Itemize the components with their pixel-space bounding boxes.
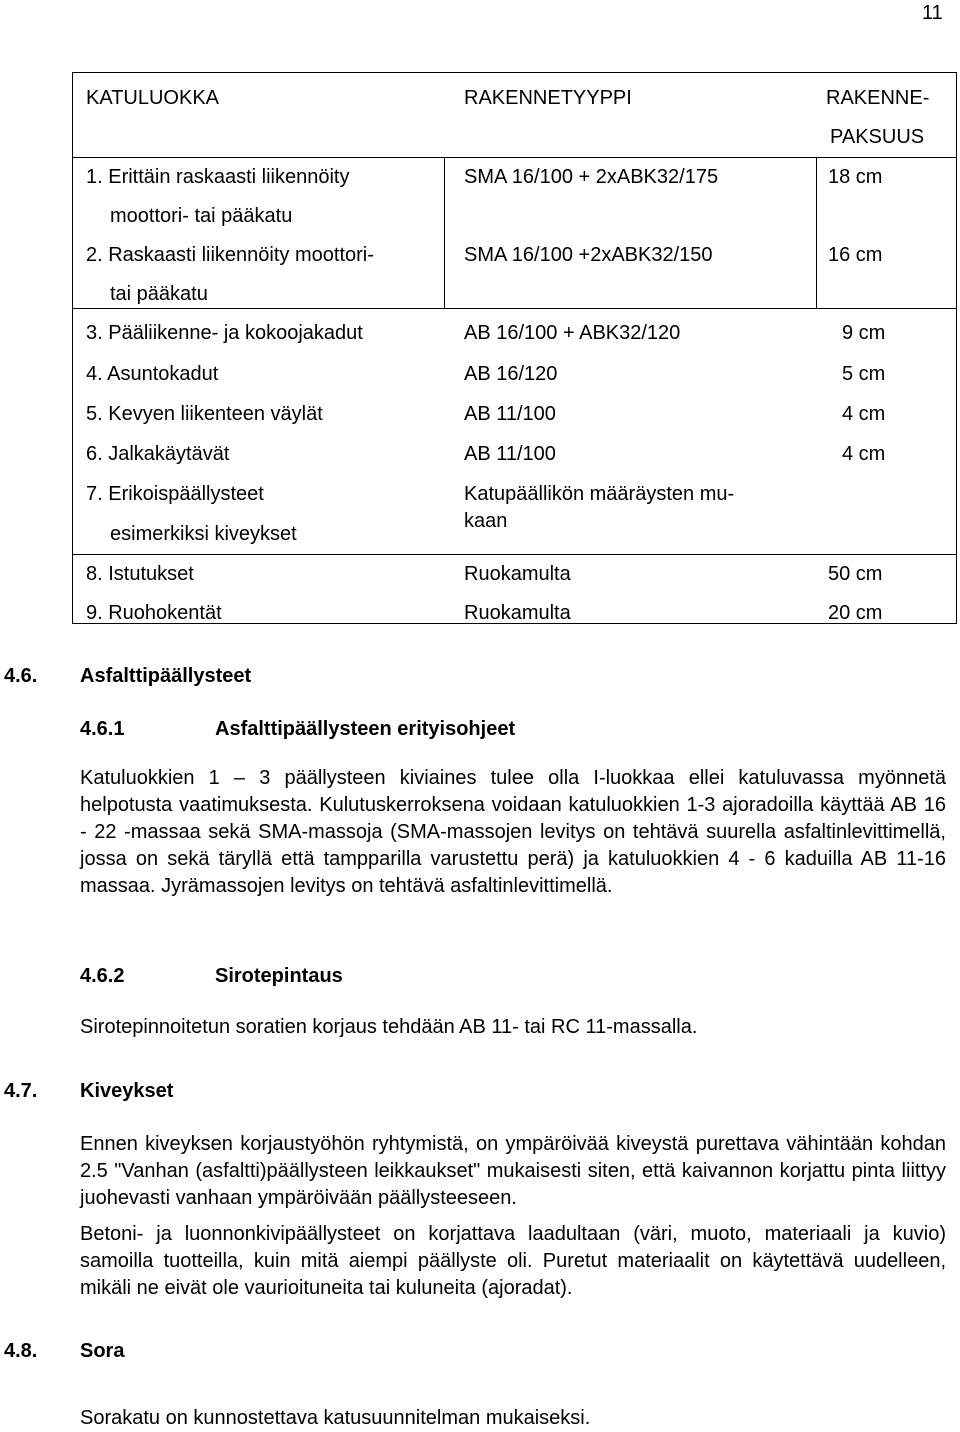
table-cell-category: 7. Erikoispäällysteet <box>86 483 264 505</box>
subsection-number: 4.6.2 <box>80 965 125 987</box>
table-cell-thickness: 9 cm <box>842 322 886 344</box>
table-cell-structure: AB 16/120 <box>464 363 558 385</box>
table-cell-category: tai pääkatu <box>110 283 208 305</box>
table-divider <box>72 157 957 158</box>
table-cell-thickness: 18 cm <box>828 166 883 188</box>
table-cell-category: 8. Istutukset <box>86 563 194 585</box>
table-cell-structure: AB 11/100 <box>464 403 556 425</box>
table-cell-structure: AB 11/100 <box>464 443 556 465</box>
table-cell-category: 9. Ruohokentät <box>86 602 222 624</box>
table-cell-category: 1. Erittäin raskaasti liikennöity <box>86 166 350 188</box>
table-cell-category: 5. Kevyen liikenteen väylät <box>86 403 323 425</box>
table-divider <box>72 308 957 309</box>
table-cell-thickness: 5 cm <box>842 363 886 385</box>
table-header-category: KATULUOKKA <box>86 87 219 109</box>
table-cell-thickness: 16 cm <box>828 244 883 266</box>
section-title: Kiveykset <box>80 1080 174 1102</box>
section-title: Asfalttipäällysteet <box>80 665 252 687</box>
table-header-thickness: RAKENNE- <box>826 87 930 109</box>
table-cell-thickness: 20 cm <box>828 602 883 624</box>
table-header-structure: RAKENNETYYPPI <box>464 87 632 109</box>
table-cell-structure: AB 16/100 + ABK32/120 <box>464 322 681 344</box>
section-number: 4.6. <box>4 665 38 687</box>
table-cell-category: 3. Pääliikenne- ja kokoojakadut <box>86 322 363 344</box>
table-header-thickness: PAKSUUS <box>830 126 925 148</box>
body-paragraph: Ennen kiveyksen korjaustyöhön ryhtymistä, on ympäröivää kiveystä purettava vähintään kohdan 2.5 "Vanhan (asfaltti)päällysteen leikkaukset" mukaisesti siten, että kaivannon korjattu pinta liittyy juohevasti vanhaan ympäröivään päällysteeseen. <box>80 1133 946 1209</box>
page-number: 11 <box>922 2 943 24</box>
table-cell-structure: Katupäällikön määräysten mu- <box>464 483 735 505</box>
body-paragraph: Katuluokkien 1 – 3 päällysteen kiviaines tulee olla I-luokkaa ellei katuluvassa myönnetä helpotusta vaatimuksesta. Kulutuskerroksena voidaan katuluokkien 1-3 ajoradoilla käyttää AB 16 - 22 -massaa sekä SMA-massoja (SMA-massojen levitys on tehtävä suurella asfaltinlevittimellä, jossa on sekä täryllä että tampparilla varustettu perä) ja katuluokkien 4 - 6 kaduilla AB 11-16 massaa. Jyrämassojen levitys on tehtävä asfaltinlevittimellä. <box>80 767 946 897</box>
table-cell-category: moottori- tai pääkatu <box>110 205 293 227</box>
table-cell-category: 4. Asuntokadut <box>86 363 219 385</box>
subsection-title: Sirotepintaus <box>215 965 343 987</box>
table-cell-structure: kaan <box>464 510 508 532</box>
table-cell-category: esimerkiksi kiveykset <box>110 523 297 545</box>
table-cell-structure: Ruokamulta <box>464 563 571 585</box>
subsection-title: Asfalttipäällysteen erityisohjeet <box>215 718 516 740</box>
table-cell-category: 6. Jalkakäytävät <box>86 443 230 465</box>
table-cell-structure: Ruokamulta <box>464 602 571 624</box>
subsection-number: 4.6.1 <box>80 718 125 740</box>
table-divider <box>444 157 445 309</box>
table-cell-thickness: 4 cm <box>842 443 886 465</box>
table-cell-structure: SMA 16/100 +2xABK32/150 <box>464 244 713 266</box>
section-number: 4.8. <box>4 1340 38 1362</box>
body-paragraph: Sirotepinnoitetun soratien korjaus tehdään AB 11- tai RC 11-massalla. <box>80 1016 698 1038</box>
table-cell-thickness: 4 cm <box>842 403 886 425</box>
table-divider <box>72 554 957 555</box>
section-number: 4.7. <box>4 1080 38 1102</box>
table-divider <box>816 157 817 309</box>
body-paragraph: Sorakatu on kunnostettava katusuunnitelman mukaiseksi. <box>80 1407 591 1429</box>
section-title: Sora <box>80 1340 125 1362</box>
body-paragraph: Betoni- ja luonnonkivipäällysteet on korjattava laadultaan (väri, muoto, materiaali ja kuvio) samoilla tuotteilla, kuin mitä aiempi päällyste oli. Puretut materiaalit on käytettävä uudelleen, mikäli ne eivät ole vaurioituneita tai kuluneita (ajoradat). <box>80 1223 946 1299</box>
table-cell-thickness: 50 cm <box>828 563 883 585</box>
table-cell-structure: SMA 16/100 + 2xABK32/175 <box>464 166 719 188</box>
table-cell-category: 2. Raskaasti liikennöity moottori- <box>86 244 374 266</box>
